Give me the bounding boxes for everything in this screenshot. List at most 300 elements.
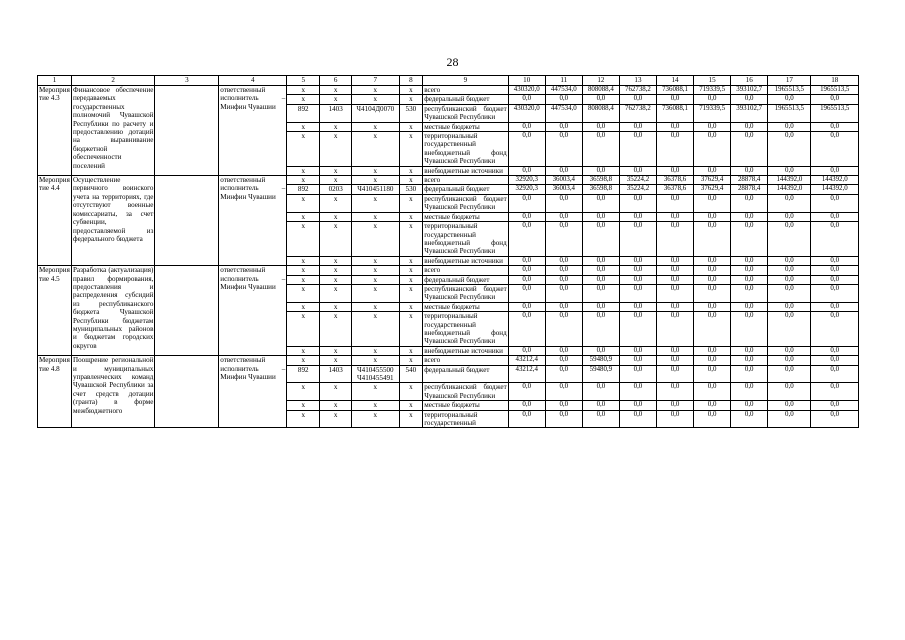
value-cell: 37629,4 — [694, 176, 731, 185]
value-cell: 0,0 — [545, 410, 582, 428]
column-number: 14 — [657, 76, 694, 86]
code-cell: x — [320, 401, 352, 410]
code-cell: x — [320, 122, 352, 131]
table-row — [38, 176, 859, 185]
value-cell: 0,0 — [694, 212, 731, 221]
code-cell: x — [399, 194, 423, 212]
funding-source: всего — [423, 86, 508, 95]
column-number: 7 — [352, 76, 399, 86]
event-label: Мероприятие 4.5 — [38, 266, 72, 356]
code-cell: x — [399, 346, 423, 355]
value-cell: 0,0 — [731, 356, 768, 365]
value-cell: 0,0 — [811, 302, 859, 311]
code-cell: x — [287, 176, 320, 185]
code-cell: x — [352, 132, 399, 167]
funding-source: федеральный бюджет — [423, 185, 508, 194]
column-number: 12 — [582, 76, 619, 86]
value-cell: 0,0 — [545, 212, 582, 221]
value-cell: 0,0 — [694, 275, 731, 284]
value-cell: 0,0 — [619, 212, 656, 221]
value-cell: 0,0 — [657, 275, 694, 284]
value-cell: 144392,0 — [768, 185, 811, 194]
value-cell: 0,0 — [508, 275, 545, 284]
value-cell: 35224,2 — [619, 176, 656, 185]
code-cell: 892 — [287, 104, 320, 122]
value-cell: 1965513,5 — [768, 86, 811, 95]
column-number: 15 — [694, 76, 731, 86]
value-cell: 0,0 — [657, 212, 694, 221]
code-cell: x — [399, 302, 423, 311]
code-cell: x — [399, 95, 423, 104]
value-cell: 0,0 — [811, 401, 859, 410]
value-cell: 0,0 — [657, 222, 694, 257]
code-cell: x — [320, 95, 352, 104]
value-cell: 0,0 — [768, 401, 811, 410]
value-cell: 0,0 — [768, 383, 811, 401]
code-cell: x — [287, 356, 320, 365]
value-cell: 0,0 — [582, 312, 619, 347]
value-cell: 0,0 — [508, 212, 545, 221]
value-cell: 28878,4 — [731, 176, 768, 185]
value-cell: 0,0 — [657, 132, 694, 167]
executor: ответственный исполнитель – Минфин Чувашии — [219, 86, 287, 176]
column-number: 3 — [155, 76, 219, 86]
code-cell: x — [320, 166, 352, 175]
code-cell: x — [352, 401, 399, 410]
value-cell: 0,0 — [768, 284, 811, 302]
value-cell: 0,0 — [811, 312, 859, 347]
value-cell: 0,0 — [811, 266, 859, 275]
value-cell: 0,0 — [619, 275, 656, 284]
value-cell: 0,0 — [619, 410, 656, 428]
column-number-row — [38, 76, 859, 86]
value-cell: 393102,7 — [731, 104, 768, 122]
code-cell: x — [399, 401, 423, 410]
value-cell: 0,0 — [657, 194, 694, 212]
value-cell: 0,0 — [811, 132, 859, 167]
value-cell: 0,0 — [731, 132, 768, 167]
value-cell: 0,0 — [768, 302, 811, 311]
page-number: 28 — [446, 55, 459, 69]
value-cell: 0,0 — [508, 256, 545, 265]
value-cell: 0,0 — [811, 95, 859, 104]
column-number: 11 — [545, 76, 582, 86]
funding-source: территориальный государственный — [423, 410, 508, 428]
code-cell: x — [352, 302, 399, 311]
code-cell: x — [320, 132, 352, 167]
value-cell: 0,0 — [694, 346, 731, 355]
value-cell: 0,0 — [508, 266, 545, 275]
column-number: 17 — [768, 76, 811, 86]
code-cell: Ч4104Д0070 — [352, 104, 399, 122]
value-cell: 0,0 — [811, 410, 859, 428]
funding-source: территориальный государственный внебюджетный фонд Чувашской Республики — [424, 222, 507, 256]
value-cell: 719339,5 — [694, 104, 731, 122]
value-cell: 762738,2 — [619, 86, 656, 95]
value-cell: 0,0 — [619, 346, 656, 355]
code-cell: x — [320, 222, 352, 257]
value-cell: 1965513,5 — [811, 86, 859, 95]
code-cell: x — [287, 346, 320, 355]
value-cell: 0,0 — [731, 346, 768, 355]
value-cell: 0,0 — [657, 410, 694, 428]
value-cell: 0,0 — [508, 410, 545, 428]
value-cell: 0,0 — [694, 194, 731, 212]
executor: ответственный исполнитель – Минфин Чувашии — [219, 176, 287, 266]
value-cell: 0,0 — [657, 312, 694, 347]
empty-cell — [155, 176, 219, 266]
code-cell: 0203 — [320, 185, 352, 194]
value-cell: 0,0 — [508, 95, 545, 104]
code-cell: x — [352, 222, 399, 257]
value-cell: 0,0 — [545, 256, 582, 265]
event-label: Мероприятие 4.4 — [38, 176, 72, 266]
value-cell: 0,0 — [768, 346, 811, 355]
code-cell: x — [320, 176, 352, 185]
code-cell: x — [399, 256, 423, 265]
code-cell: x — [287, 132, 320, 167]
value-cell: 0,0 — [811, 222, 859, 257]
value-cell: 0,0 — [731, 256, 768, 265]
code-cell: 1403 — [320, 365, 352, 383]
value-cell: 430320,0 — [508, 104, 545, 122]
value-cell: 0,0 — [768, 312, 811, 347]
funding-source: внебюджетные источники — [423, 166, 508, 175]
value-cell: 0,0 — [545, 275, 582, 284]
value-cell: 0,0 — [582, 410, 619, 428]
code-cell: x — [287, 266, 320, 275]
code-cell: 530 — [399, 185, 423, 194]
value-cell: 0,0 — [582, 222, 619, 257]
code-cell: x — [320, 302, 352, 311]
value-cell: 0,0 — [545, 132, 582, 167]
code-cell: x — [287, 222, 320, 257]
code-cell: x — [399, 176, 423, 185]
code-cell: x — [320, 212, 352, 221]
value-cell: 0,0 — [582, 266, 619, 275]
code-cell: x — [399, 86, 423, 95]
value-cell: 0,0 — [731, 302, 768, 311]
value-cell: 0,0 — [731, 266, 768, 275]
code-cell: x — [399, 312, 423, 347]
value-cell: 0,0 — [582, 401, 619, 410]
value-cell: 0,0 — [694, 132, 731, 167]
code-cell: x — [320, 86, 352, 95]
code-cell: x — [287, 275, 320, 284]
funding-source: федеральный бюджет — [423, 95, 508, 104]
code-cell: x — [320, 383, 352, 401]
value-cell: 0,0 — [582, 256, 619, 265]
code-cell: Ч410451180 — [352, 185, 399, 194]
value-cell: 0,0 — [657, 302, 694, 311]
code-cell: x — [320, 284, 352, 302]
funding-source: территориальный государственный внебюджетный фонд Чувашской Республики — [424, 312, 507, 346]
funding-source: местные бюджеты — [423, 212, 508, 221]
value-cell: 0,0 — [545, 266, 582, 275]
value-cell: 36003,4 — [545, 185, 582, 194]
funding-source: всего — [423, 176, 508, 185]
value-cell: 0,0 — [768, 95, 811, 104]
value-cell: 0,0 — [582, 194, 619, 212]
value-cell: 144392,0 — [768, 176, 811, 185]
code-cell: x — [352, 122, 399, 131]
value-cell: 0,0 — [619, 95, 656, 104]
value-cell: 0,0 — [582, 122, 619, 131]
value-cell: 32920,3 — [508, 185, 545, 194]
value-cell: 0,0 — [731, 284, 768, 302]
value-cell: 144392,0 — [811, 185, 859, 194]
value-cell: 36378,6 — [657, 176, 694, 185]
value-cell: 0,0 — [582, 212, 619, 221]
value-cell: 0,0 — [619, 194, 656, 212]
column-number: 1 — [38, 76, 72, 86]
value-cell: 0,0 — [811, 356, 859, 365]
value-cell: 0,0 — [619, 122, 656, 131]
code-cell: x — [352, 212, 399, 221]
value-cell: 736088,1 — [657, 104, 694, 122]
code-cell: x — [320, 256, 352, 265]
budget-table — [37, 75, 859, 428]
value-cell: 0,0 — [731, 410, 768, 428]
value-cell: 0,0 — [508, 132, 545, 167]
table-row — [38, 86, 859, 95]
column-number: 4 — [219, 76, 287, 86]
value-cell: 0,0 — [619, 401, 656, 410]
code-cell: x — [352, 356, 399, 365]
table-row — [38, 356, 859, 365]
value-cell: 1965513,5 — [768, 104, 811, 122]
value-cell: 0,0 — [768, 266, 811, 275]
funding-source: республиканский бюджет Чувашской Республики — [424, 194, 507, 212]
value-cell: 0,0 — [694, 410, 731, 428]
code-cell: x — [287, 383, 320, 401]
value-cell: 0,0 — [811, 194, 859, 212]
value-cell: 0,0 — [694, 122, 731, 131]
value-cell: 0,0 — [545, 383, 582, 401]
code-cell: x — [399, 132, 423, 167]
value-cell: 0,0 — [731, 275, 768, 284]
funding-source: федеральный бюджет — [423, 365, 508, 383]
value-cell: 59480,9 — [582, 365, 619, 383]
code-cell: x — [352, 346, 399, 355]
code-cell: x — [399, 284, 423, 302]
value-cell: 0,0 — [582, 95, 619, 104]
value-cell: 430320,0 — [508, 86, 545, 95]
value-cell: 0,0 — [768, 222, 811, 257]
value-cell: 0,0 — [545, 194, 582, 212]
empty-cell — [155, 266, 219, 356]
value-cell: 0,0 — [731, 95, 768, 104]
value-cell: 0,0 — [545, 95, 582, 104]
code-cell: x — [287, 95, 320, 104]
value-cell: 0,0 — [657, 256, 694, 265]
value-cell: 0,0 — [582, 346, 619, 355]
event-name: Поощрение региональной и муниципальных управленческих команд Чувашской Республики за счет средств дотации (гранта) в форме межбюджетного — [71, 356, 154, 428]
value-cell: 0,0 — [768, 275, 811, 284]
value-cell: 0,0 — [657, 346, 694, 355]
value-cell: 0,0 — [508, 302, 545, 311]
column-number: 6 — [320, 76, 352, 86]
code-cell: x — [287, 256, 320, 265]
value-cell: 0,0 — [811, 122, 859, 131]
value-cell: 0,0 — [508, 284, 545, 302]
value-cell: 0,0 — [694, 356, 731, 365]
code-cell: x — [399, 383, 423, 401]
value-cell: 43212,4 — [508, 365, 545, 383]
value-cell: 0,0 — [731, 212, 768, 221]
code-cell: x — [287, 122, 320, 131]
column-number: 13 — [619, 76, 656, 86]
event-name: Финансовое обеспечение передаваемых государственных полномочий Чувашской Республики по расчету и предоставлению дотаций на выравнивание бюджетной обеспеченности поселений — [71, 86, 154, 176]
code-cell: x — [399, 275, 423, 284]
code-cell: x — [399, 122, 423, 131]
code-cell: x — [287, 194, 320, 212]
code-cell: x — [352, 284, 399, 302]
code-cell: x — [320, 356, 352, 365]
value-cell: 0,0 — [768, 365, 811, 383]
value-cell: 36003,4 — [545, 176, 582, 185]
value-cell: 0,0 — [811, 365, 859, 383]
code-cell: x — [320, 194, 352, 212]
column-number: 8 — [399, 76, 423, 86]
code-cell: x — [399, 166, 423, 175]
code-cell: x — [320, 312, 352, 347]
value-cell: 0,0 — [731, 194, 768, 212]
value-cell: 0,0 — [768, 166, 811, 175]
value-cell: 808088,4 — [582, 86, 619, 95]
code-cell: x — [352, 410, 399, 428]
column-number: 2 — [71, 76, 154, 86]
value-cell: 447534,0 — [545, 86, 582, 95]
value-cell: 0,0 — [619, 365, 656, 383]
value-cell: 0,0 — [811, 212, 859, 221]
value-cell: 0,0 — [582, 284, 619, 302]
value-cell: 0,0 — [694, 284, 731, 302]
value-cell: 43212,4 — [508, 356, 545, 365]
value-cell: 0,0 — [811, 166, 859, 175]
value-cell: 0,0 — [811, 346, 859, 355]
value-cell: 144392,0 — [811, 176, 859, 185]
code-cell: x — [287, 86, 320, 95]
value-cell: 0,0 — [508, 401, 545, 410]
code-cell: x — [352, 256, 399, 265]
value-cell: 0,0 — [694, 266, 731, 275]
value-cell: 0,0 — [657, 122, 694, 131]
table-body — [38, 76, 859, 428]
value-cell: 0,0 — [619, 302, 656, 311]
value-cell: 0,0 — [619, 312, 656, 347]
column-number: 9 — [423, 76, 508, 86]
value-cell: 0,0 — [768, 194, 811, 212]
value-cell: 0,0 — [811, 275, 859, 284]
funding-source: местные бюджеты — [423, 302, 508, 311]
value-cell: 0,0 — [545, 302, 582, 311]
value-cell: 0,0 — [811, 383, 859, 401]
value-cell: 0,0 — [768, 212, 811, 221]
code-cell: 892 — [287, 365, 320, 383]
value-cell: 0,0 — [545, 312, 582, 347]
code-cell: x — [287, 401, 320, 410]
column-number: 10 — [508, 76, 545, 86]
value-cell: 0,0 — [694, 401, 731, 410]
value-cell: 0,0 — [811, 256, 859, 265]
empty-cell — [155, 86, 219, 176]
value-cell: 0,0 — [508, 222, 545, 257]
value-cell: 1965513,5 — [811, 104, 859, 122]
code-cell: x — [320, 266, 352, 275]
value-cell: 0,0 — [811, 284, 859, 302]
value-cell: 0,0 — [694, 166, 731, 175]
value-cell: 0,0 — [508, 122, 545, 131]
value-cell: 0,0 — [582, 275, 619, 284]
funding-source: республиканский бюджет Чувашской Республики — [424, 284, 507, 302]
executor: ответственный исполнитель – Минфин Чувашии — [219, 266, 287, 356]
funding-source: республиканский бюджет Чувашской Республики — [424, 383, 507, 400]
value-cell: 0,0 — [545, 356, 582, 365]
value-cell: 0,0 — [619, 266, 656, 275]
value-cell: 0,0 — [582, 166, 619, 175]
code-cell: x — [287, 166, 320, 175]
funding-source: федеральный бюджет — [423, 275, 508, 284]
value-cell: 0,0 — [657, 95, 694, 104]
value-cell: 32920,3 — [508, 176, 545, 185]
value-cell: 0,0 — [545, 346, 582, 355]
code-cell: x — [399, 410, 423, 428]
value-cell: 0,0 — [657, 383, 694, 401]
value-cell: 0,0 — [731, 222, 768, 257]
funding-source: внебюджетные источники — [423, 256, 508, 265]
value-cell: 0,0 — [694, 222, 731, 257]
code-cell: x — [287, 284, 320, 302]
column-number: 16 — [731, 76, 768, 86]
funding-source: внебюджетные источники — [423, 346, 508, 355]
value-cell: 0,0 — [508, 312, 545, 347]
value-cell: 28878,4 — [731, 185, 768, 194]
code-cell: x — [320, 346, 352, 355]
value-cell: 0,0 — [508, 166, 545, 175]
code-cell: x — [352, 166, 399, 175]
event-name: Осуществление первичного воинского учета на территориях, где отсутствуют военные комиссариаты, за счет субвенции, предоставляемой из федерального бюджета — [71, 176, 154, 266]
value-cell: 0,0 — [508, 194, 545, 212]
value-cell: 0,0 — [657, 284, 694, 302]
value-cell: 0,0 — [582, 132, 619, 167]
executor: ответственный исполнитель – Минфин Чувашии — [219, 356, 287, 428]
event-label: Мероприятие 4.3 — [38, 86, 72, 176]
value-cell: 0,0 — [731, 122, 768, 131]
value-cell: 0,0 — [545, 122, 582, 131]
value-cell: 0,0 — [694, 256, 731, 265]
code-cell: 1403 — [320, 104, 352, 122]
value-cell: 0,0 — [619, 256, 656, 265]
value-cell: 0,0 — [768, 256, 811, 265]
value-cell: 37629,4 — [694, 185, 731, 194]
code-cell: x — [399, 212, 423, 221]
code-cell: x — [352, 194, 399, 212]
value-cell: 0,0 — [731, 365, 768, 383]
code-cell: 540 — [399, 365, 423, 383]
code-cell: x — [287, 302, 320, 311]
code-cell: 892 — [287, 185, 320, 194]
value-cell: 0,0 — [582, 383, 619, 401]
value-cell: 0,0 — [768, 122, 811, 131]
code-cell: x — [352, 95, 399, 104]
value-cell: 35224,2 — [619, 185, 656, 194]
code-cell: x — [399, 266, 423, 275]
funding-source: всего — [423, 356, 508, 365]
value-cell: 0,0 — [508, 346, 545, 355]
code-cell: x — [352, 266, 399, 275]
value-cell: 59480,9 — [582, 356, 619, 365]
